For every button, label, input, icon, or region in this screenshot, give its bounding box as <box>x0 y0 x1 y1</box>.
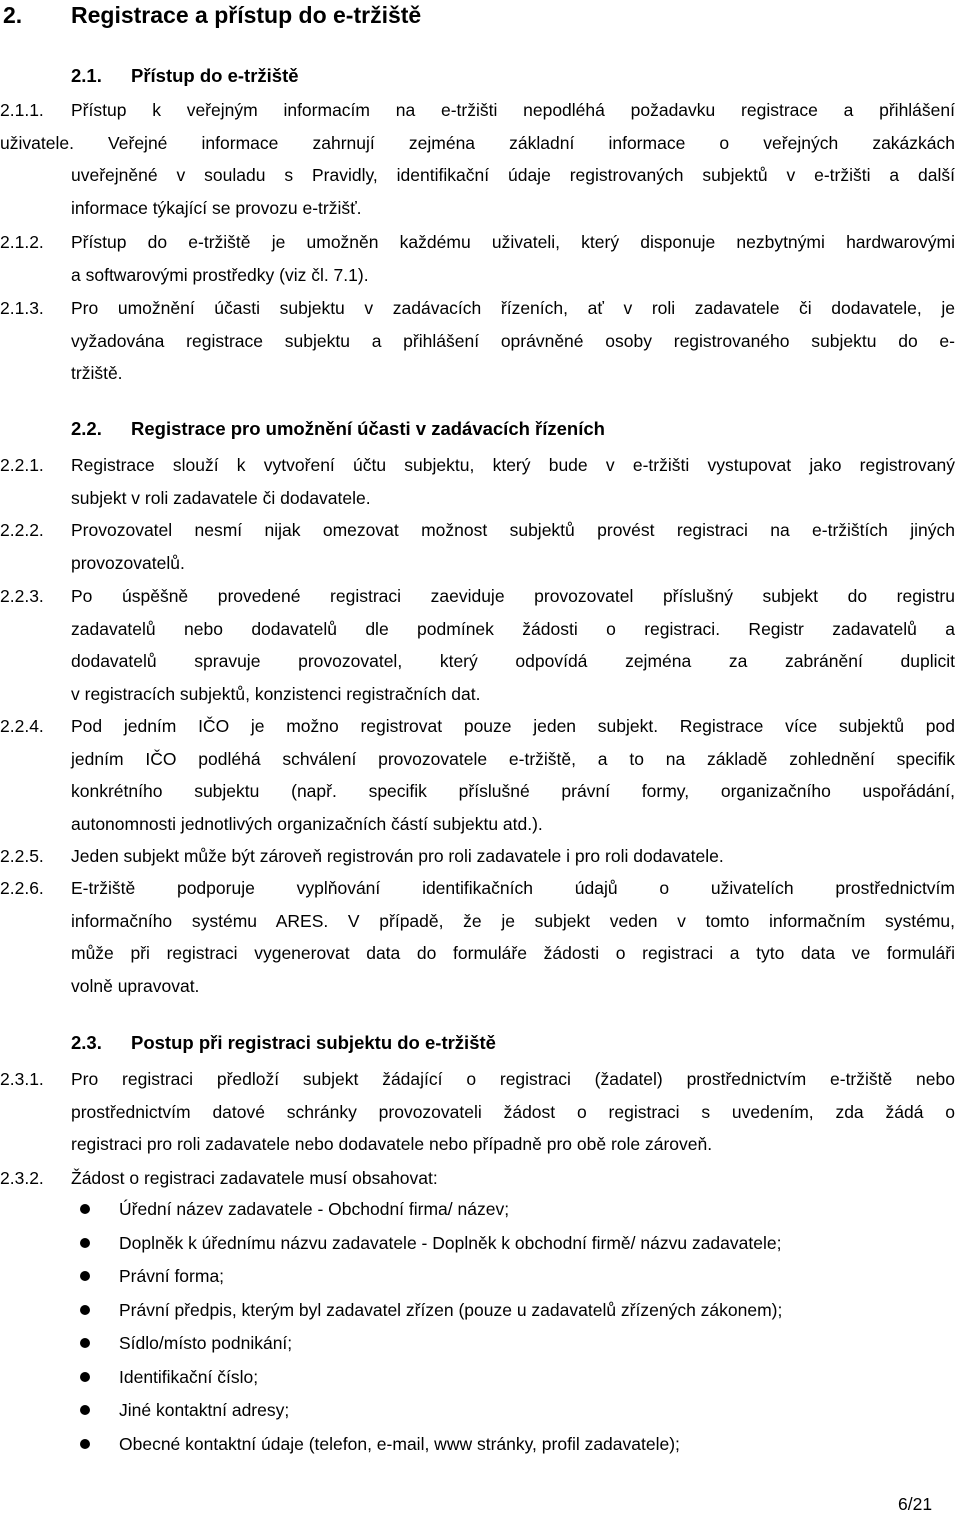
list-item <box>119 1294 949 1328</box>
bullet-icon <box>80 1238 90 1248</box>
chapter-title: Registrace a přístup do e-tržiště <box>71 2 422 28</box>
list-item <box>119 1361 949 1395</box>
bullet-icon <box>80 1338 90 1348</box>
section-title: Postup při registraci subjektu do e-tržiště <box>131 1032 496 1053</box>
text-line: informačního systému ARES. V případě, že je subjekt veden v tomto informačním systému, <box>71 910 955 931</box>
section-title: Přístup do e-tržiště <box>131 65 299 86</box>
bullet-icon <box>80 1204 90 1214</box>
text-line: konkrétního subjektu (např. specifik příslušné právní formy, organizačního uspořádání, <box>71 781 955 802</box>
clause-text <box>71 449 955 514</box>
page-number: 6/21 <box>898 1494 933 1514</box>
text-line: zadavatelů nebo dodavatelů dle podmínek žádosti o registraci. Registr zadavatelů a <box>71 618 955 639</box>
list-item-text: Právní forma; <box>119 1266 225 1286</box>
bullet-icon <box>80 1439 90 1449</box>
list-item-text: Sídlo/místo podnikání; <box>119 1333 293 1353</box>
text-line: registraci pro roli zadavatele nebo dodavatele nebo případně pro obě role zároveň. <box>71 1134 713 1155</box>
list-item <box>119 1327 949 1361</box>
text-line: a softwarovými prostředky (viz čl. 7.1). <box>71 264 369 285</box>
clause-number: 2.1.2. <box>0 232 44 252</box>
text-line: tržiště. <box>71 363 123 384</box>
text-line: prostřednictvím datové schránky provozovateli žádost o registraci s uvedením, zda žádá o <box>71 1101 955 1122</box>
list-item-text: Úřední název zadavatele - Obchodní firma/ název; <box>119 1199 510 1219</box>
list-item <box>119 1227 949 1261</box>
clause-text <box>71 226 955 291</box>
clause-text <box>71 872 955 1002</box>
bullet-icon <box>80 1305 90 1315</box>
clause-intro: Žádost o registraci zadavatele musí obsahovat: <box>71 1168 438 1188</box>
text-line: uživatele. Veřejné informace zahrnují zejména základní informace o veřejných zakázkách <box>0 132 955 153</box>
list-item <box>119 1193 949 1227</box>
bullet-icon <box>80 1405 90 1415</box>
text-line: Pro registraci předloží subjekt žádající o registraci (žadatel) prostřednictvím e-tržiště nebo <box>71 1069 955 1089</box>
text-line: vyžadována registrace subjektu a přihlášení oprávněné osoby registrovaného subjektu do e- <box>71 330 955 351</box>
text-line: v registracích subjektů, konzistenci registračních dat. <box>71 683 481 704</box>
list-item <box>119 1394 949 1428</box>
text-line: informace týkající se provozu e-tržišť. <box>71 197 362 218</box>
list-item <box>119 1428 949 1462</box>
clause-number: 2.3.2. <box>0 1168 44 1188</box>
section-number: 2.1. <box>71 65 102 86</box>
list-item-text: Obecné kontaktní údaje (telefon, e-mail, www stránky, profil zadavatele); <box>119 1433 680 1454</box>
text-line: Přístup k veřejným informacím na e-tržišti nepodléhá požadavku registrace a přihlášení <box>71 100 955 120</box>
text-line: Pod jedním IČO je možno registrovat pouze jeden subjekt. Registrace více subjektů pod <box>71 716 955 736</box>
text-line: dodavatelů spravuje provozovatel, který odpovídá zejména za zabránění duplicit <box>71 651 955 672</box>
text-line: provozovatelů. <box>71 552 185 573</box>
list-item-text: Jiné kontaktní adresy; <box>119 1400 290 1420</box>
text-line: Registrace slouží k vytvoření účtu subjektu, který bude v e-tržišti vystupovat jako registrovaný <box>71 455 955 475</box>
text-line: Pro umožnění účasti subjektu v zadávacích řízeních, ať v roli zadavatele či dodavatele, je <box>71 298 955 318</box>
text-line: jedním IČO podléhá schválení provozovatele e-tržiště, a to na základě zohlednění specifik <box>71 748 955 769</box>
clause-number: 2.1.3. <box>0 298 44 318</box>
section-number: 2.2. <box>71 418 102 439</box>
text-line: může při registraci vygenerovat data do formuláře žádosti o registraci a tyto data ve formuláři <box>71 943 955 964</box>
clause-number: 2.1.1. <box>0 100 44 120</box>
section-number: 2.3. <box>71 1032 102 1053</box>
clause-text <box>71 292 955 390</box>
bullet-icon <box>80 1372 90 1382</box>
text-line: volně upravovat. <box>71 975 200 996</box>
text-line: subjekt v roli zadavatele či dodavatele. <box>71 487 371 508</box>
clause-number: 2.2.6. <box>0 878 44 898</box>
clause-text <box>71 840 955 873</box>
text-line: uveřejněné v souladu s Pravidly, identifikační údaje registrovaných subjektů v e-tržišti a další <box>71 165 955 186</box>
clause-text <box>71 580 955 710</box>
list-item-text: Identifikační číslo; <box>119 1366 259 1387</box>
clause-number: 2.2.3. <box>0 586 44 606</box>
clause-number: 2.2.1. <box>0 455 44 475</box>
text-line: E-tržiště podporuje vyplňování identifikačních údajů o uživatelích prostřednictvím <box>71 878 955 898</box>
text-line: Jeden subjekt může být zároveň registrován pro roli zadavatele i pro roli dodavatele. <box>71 846 724 866</box>
clause-number: 2.2.4. <box>0 716 44 736</box>
clause-text <box>71 710 955 840</box>
section-title: Registrace pro umožnění účasti v zadávacích řízeních <box>131 418 605 439</box>
clause-number: 2.2.2. <box>0 520 44 540</box>
text-line: autonomnosti jednotlivých organizačních částí subjektu atd.). <box>71 813 543 834</box>
requirements-list <box>119 1193 949 1461</box>
list-item <box>119 1260 949 1294</box>
clause-text <box>71 1063 955 1161</box>
clause-number: 2.2.5. <box>0 846 44 866</box>
chapter-number: 2. <box>3 2 23 28</box>
text-line: Provozovatel nesmí nijak omezovat možnost subjektů provést registraci na e-tržištích jiných <box>71 520 955 540</box>
list-item-text: Právní předpis, kterým byl zadavatel zřízen (pouze u zadavatelů zřízených zákonem); <box>119 1299 783 1320</box>
text-line: Po úspěšně provedené registraci zaeviduje provozovatel příslušný subjekt do registru <box>71 586 955 606</box>
clause-number: 2.3.1. <box>0 1069 44 1089</box>
list-item-text: Doplněk k úřednímu názvu zadavatele - Doplněk k obchodní firmě/ názvu zadavatele; <box>119 1232 782 1253</box>
bullet-icon <box>80 1271 90 1281</box>
text-line: Přístup do e-tržiště je umožněn každému uživateli, který disponuje nezbytnými hardwarovými <box>71 232 955 252</box>
clause-text <box>71 514 955 579</box>
